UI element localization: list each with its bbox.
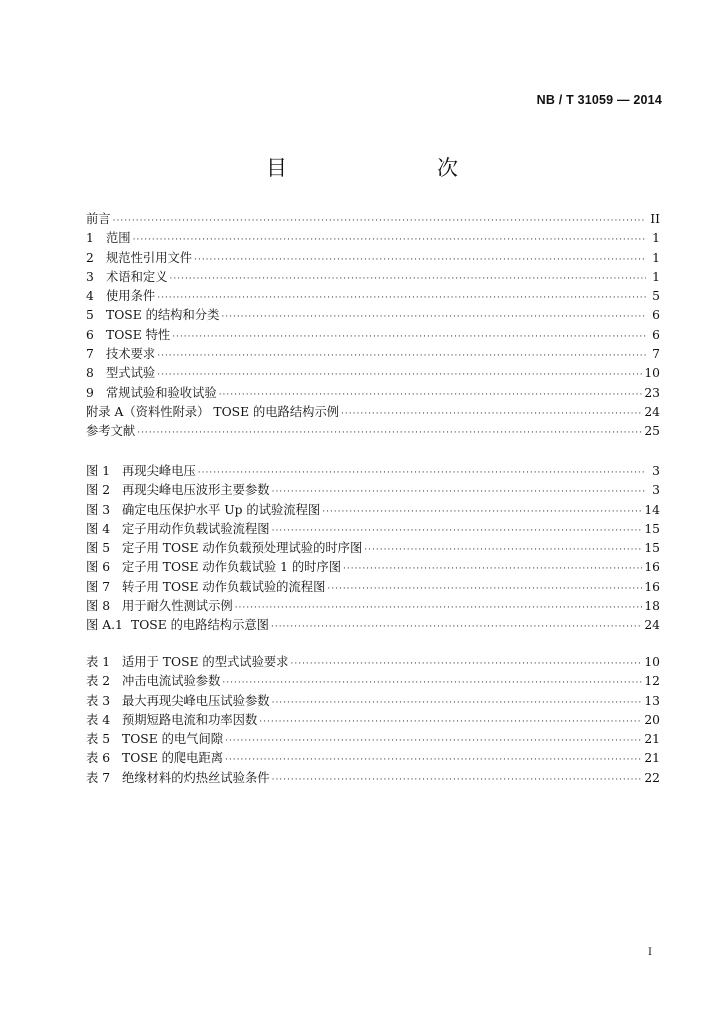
toc-entry-label: TOSE 的爬电距离 [122,751,224,766]
dot-leader [170,270,647,289]
toc-entry-number: 4 [86,289,94,304]
dot-leader [272,694,643,713]
dot-leader [225,732,642,751]
dot-leader [133,231,646,250]
dot-leader [157,366,642,385]
toc-entry-number: 表 3 [86,693,111,708]
dot-leader [194,251,646,270]
toc-tables-list [86,653,660,788]
page-number: I [648,947,652,958]
toc-entry-page: 16 [644,560,660,575]
toc-entry-label: 范围 [106,231,131,246]
dot-leader [327,580,642,599]
toc-entry-page: 1 [652,269,660,284]
toc-entry-number: 图 1 [86,464,111,478]
toc-entry-label: 用于耐久性测试示例 [122,599,233,614]
toc-entry-label: 型式试验 [106,366,156,381]
toc-entry[interactable] [86,345,660,364]
toc-entry-label: TOSE 的电气间隙 [122,732,224,747]
dot-leader [364,541,642,560]
toc-entry[interactable] [86,403,660,422]
toc-entry-title [86,616,269,635]
toc-entry-title [86,692,270,711]
toc-entry-label: TOSE 的电路结构示意图 [131,618,269,633]
toc-entry[interactable] [86,692,660,711]
toc-entry[interactable] [86,520,660,539]
dot-leader [272,483,646,502]
toc-entry-label: 适用于 TOSE 的型式试验要求 [122,655,289,669]
toc-entry[interactable] [86,539,660,558]
toc-entry-number: 图 6 [86,560,111,575]
toc-entry-number: 2 [86,250,94,265]
toc-entry-label: 常规试验和验收试验 [106,385,217,400]
toc-entry-label: 规范性引用文件 [106,250,193,265]
toc-entry-number: 图 3 [86,502,111,517]
toc-figures-list [86,462,660,636]
toc-entry-title [86,597,233,616]
page-title: 目 次 [266,156,494,180]
toc-entry-label: 定子用动作负载试验流程图 [122,521,270,536]
toc-entry-page: 7 [652,347,660,362]
dot-leader [222,674,642,693]
toc-entry-page: 13 [644,693,660,708]
toc-entry[interactable] [86,210,660,229]
toc-entry-page: 14 [644,502,660,517]
toc-entry-label: 转子用 TOSE 动作负载试验的流程图 [122,579,326,594]
dot-leader [221,308,646,327]
toc-main-list [86,210,660,442]
toc-entry[interactable] [86,616,660,635]
toc-entry[interactable] [86,384,660,403]
toc-entry-label: 使用条件 [106,289,156,304]
toc-entry[interactable] [86,672,660,691]
toc-entry-page: 21 [644,732,660,747]
dot-leader [341,405,642,424]
toc-entry-title [86,481,270,500]
toc-entry-page: 24 [644,404,660,419]
toc-entry-page: 16 [644,579,660,594]
toc-entry-title [86,672,220,691]
toc-entry-page: 22 [644,770,660,785]
toc-entry[interactable] [86,749,660,768]
toc-entry-label: 确定电压保护水平 Up 的试验流程图 [122,502,321,517]
toc-entry-title [86,384,217,403]
toc-entry-label: 预期短路电流和功率因数 [122,712,258,727]
toc-entry-title [86,653,288,672]
toc-entry-label: 绝缘材料的灼热丝试验条件 [122,770,270,785]
toc-entry-label: 最大再现尖峰电压试验参数 [122,693,270,708]
toc-entry-title [86,462,196,481]
toc-entry-number: 表 6 [86,751,111,766]
toc-entry-page: 6 [652,308,660,323]
dot-leader [259,713,642,732]
toc-entry-label: 术语和定义 [106,269,168,284]
toc-entry[interactable] [86,287,660,306]
dot-leader [157,289,646,308]
toc-entry-number: 表 4 [86,712,111,727]
dot-leader [322,503,642,522]
toc-entry[interactable] [86,229,660,248]
toc-entry[interactable] [86,578,660,597]
toc-entry-title [86,326,170,345]
dot-leader [113,212,646,231]
toc-entry-page: 1 [652,250,660,265]
toc-entry-page: 24 [644,618,660,633]
toc-entry-page: 10 [644,366,660,381]
toc-entry-page: II [650,212,660,226]
toc-entry-number: 1 [86,231,94,246]
toc-entry-page: 10 [644,655,660,669]
dot-leader [272,771,643,790]
toc-entry-page: 5 [652,289,660,304]
toc-entry-page: 18 [644,599,660,614]
toc-entry[interactable] [86,558,660,577]
toc-entry-title [86,749,223,768]
toc-entry-number: 图 7 [86,579,111,594]
toc-entry-label: 附录 A（资料性附录） TOSE 的电路结构示例 [86,404,340,419]
toc-entry-label: TOSE 特性 [106,327,171,342]
dot-leader [225,751,642,770]
toc-entry-title [86,769,270,788]
toc-entry-label: 参考文献 [86,424,136,439]
toc-entry[interactable] [86,326,660,345]
toc-entry-title [86,422,135,441]
dot-leader [343,560,642,579]
toc-entry-page: 6 [652,327,660,342]
toc-entry-label: TOSE 的结构和分类 [106,308,220,323]
toc-entry-page: 15 [644,541,660,556]
toc-entry[interactable] [86,306,660,325]
toc-entry[interactable] [86,597,660,616]
dot-leader [271,618,642,637]
toc-entry-number: 5 [86,308,94,323]
toc-entry-title [86,345,155,364]
toc-entry-page: 15 [644,521,660,536]
toc-entry-title [86,364,155,383]
toc-entry-number: 7 [86,347,94,362]
toc-entry-label: 定子用 TOSE 动作负载试验 1 的时序图 [122,560,342,575]
toc-entry-label: 再现尖峰电压 [122,464,196,478]
dot-leader [157,347,646,366]
toc-entry-number: 图 5 [86,541,111,556]
toc-entry-page: 25 [644,424,660,439]
toc-entry-title [86,403,339,422]
toc-entry-page: 1 [652,231,660,246]
toc-entry-page: 20 [644,712,660,727]
toc-entry-label: 定子用 TOSE 动作负载预处理试验的时序图 [122,541,363,556]
toc-entry[interactable] [86,249,660,268]
toc-entry-number: 6 [86,327,94,342]
toc-entry-page: 12 [644,674,660,689]
toc-entry[interactable] [86,422,660,441]
toc-entry-number: 表 7 [86,770,111,785]
toc-entry-number: 3 [86,269,94,284]
toc-entry[interactable] [86,268,660,287]
toc-entry-page: 3 [652,483,660,498]
dot-leader [290,655,642,674]
toc-entry-label: 前言 [86,212,111,226]
dot-leader [235,599,643,618]
toc-entry-label: 再现尖峰电压波形主要参数 [122,483,270,498]
toc-entry[interactable] [86,653,660,672]
toc-entry-title [86,268,168,287]
toc-entry-number: 表 5 [86,732,111,747]
toc-entry-title [86,520,270,539]
toc-entry[interactable] [86,501,660,520]
toc-entry-number: 9 [86,385,94,400]
toc-entry[interactable] [86,769,660,788]
toc-entry[interactable] [86,462,660,481]
toc-entry-title [86,229,131,248]
standard-code: NB / T 31059 — 2014 [536,93,662,107]
toc-entry-title [86,539,362,558]
toc-entry-number: 图 A.1 [86,618,123,633]
toc-entry-number: 图 4 [86,521,111,536]
dot-leader [137,424,642,443]
toc-entry-number: 表 1 [86,655,111,669]
toc-entry-title [86,249,192,268]
toc-entry-title [86,501,320,520]
toc-entry-number: 图 2 [86,483,111,498]
toc-entry-label: 技术要求 [106,347,156,362]
toc-entry[interactable] [86,364,660,383]
toc-entry-page: 23 [644,385,660,400]
toc-entry-page: 21 [644,751,660,766]
toc-entry-label: 冲击电流试验参数 [122,674,221,689]
toc-entry[interactable] [86,481,660,500]
toc-entry-title [86,287,155,306]
toc-entry-number: 图 8 [86,599,111,614]
toc-entry-title [86,306,219,325]
toc-entry-number: 8 [86,366,94,381]
toc-entry-title [86,730,223,749]
toc-entry-title [86,558,341,577]
toc-entry-title [86,578,325,597]
toc-entry-page: 3 [652,464,660,478]
toc-entry-title [86,210,111,229]
toc-entry-number: 表 2 [86,674,111,689]
toc-entry-title [86,711,257,730]
toc-entry[interactable] [86,711,660,730]
dot-leader [172,328,646,347]
toc-entry[interactable] [86,730,660,749]
